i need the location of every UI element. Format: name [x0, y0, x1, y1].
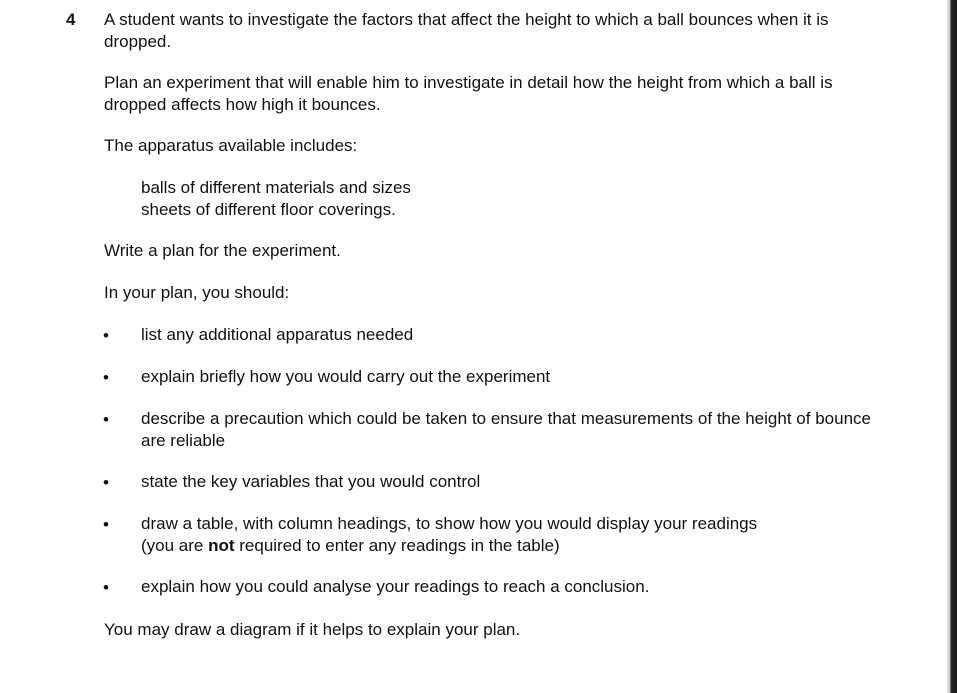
plan-bullet: draw a table, with column headings, to show how you would display your readings [141, 514, 758, 533]
table-note-before: (you are [141, 536, 209, 555]
bullet-icon: • [103, 473, 109, 492]
bullet-icon: • [103, 578, 109, 597]
page-edge-border [947, 0, 957, 693]
apparatus-heading: The apparatus available includes: [104, 136, 358, 155]
write-plan-instruction: Write a plan for the experiment. [104, 241, 341, 260]
plan-bullet: explain briefly how you would carry out the experiment [141, 367, 551, 386]
bullet-icon: • [103, 326, 109, 345]
apparatus-item: sheets of different floor coverings. [141, 200, 396, 219]
bullet-icon: • [103, 410, 109, 429]
table-note-after: required to enter any readings in the table) [234, 536, 560, 555]
apparatus-item: balls of different materials and sizes [141, 178, 411, 197]
bullet-icon: • [103, 515, 109, 534]
table-note-emphasis: not [208, 536, 235, 555]
question-task: Plan an experiment that will enable him to investigate in detail how the height from which a ball is dropped affects how high it bounces. [104, 73, 833, 114]
question-number: 4 [66, 10, 76, 29]
plan-bullet: describe a precaution which could be taken to ensure that measurements of the height of bounce are reliable [141, 409, 871, 450]
plan-bullet: explain how you could analyse your readings to reach a conclusion. [141, 577, 650, 596]
plan-bullet: state the key variables that you would control [141, 472, 481, 491]
table-note [141, 535, 871, 557]
question-intro: A student wants to investigate the factors that affect the height to which a ball bounces when it is dropped. [104, 10, 829, 51]
bullet-icon: • [103, 368, 109, 387]
plan-bullet: list any additional apparatus needed [141, 325, 414, 344]
plan-should-heading: In your plan, you should: [104, 283, 290, 302]
closing-instruction: You may draw a diagram if it helps to explain your plan. [104, 620, 521, 639]
